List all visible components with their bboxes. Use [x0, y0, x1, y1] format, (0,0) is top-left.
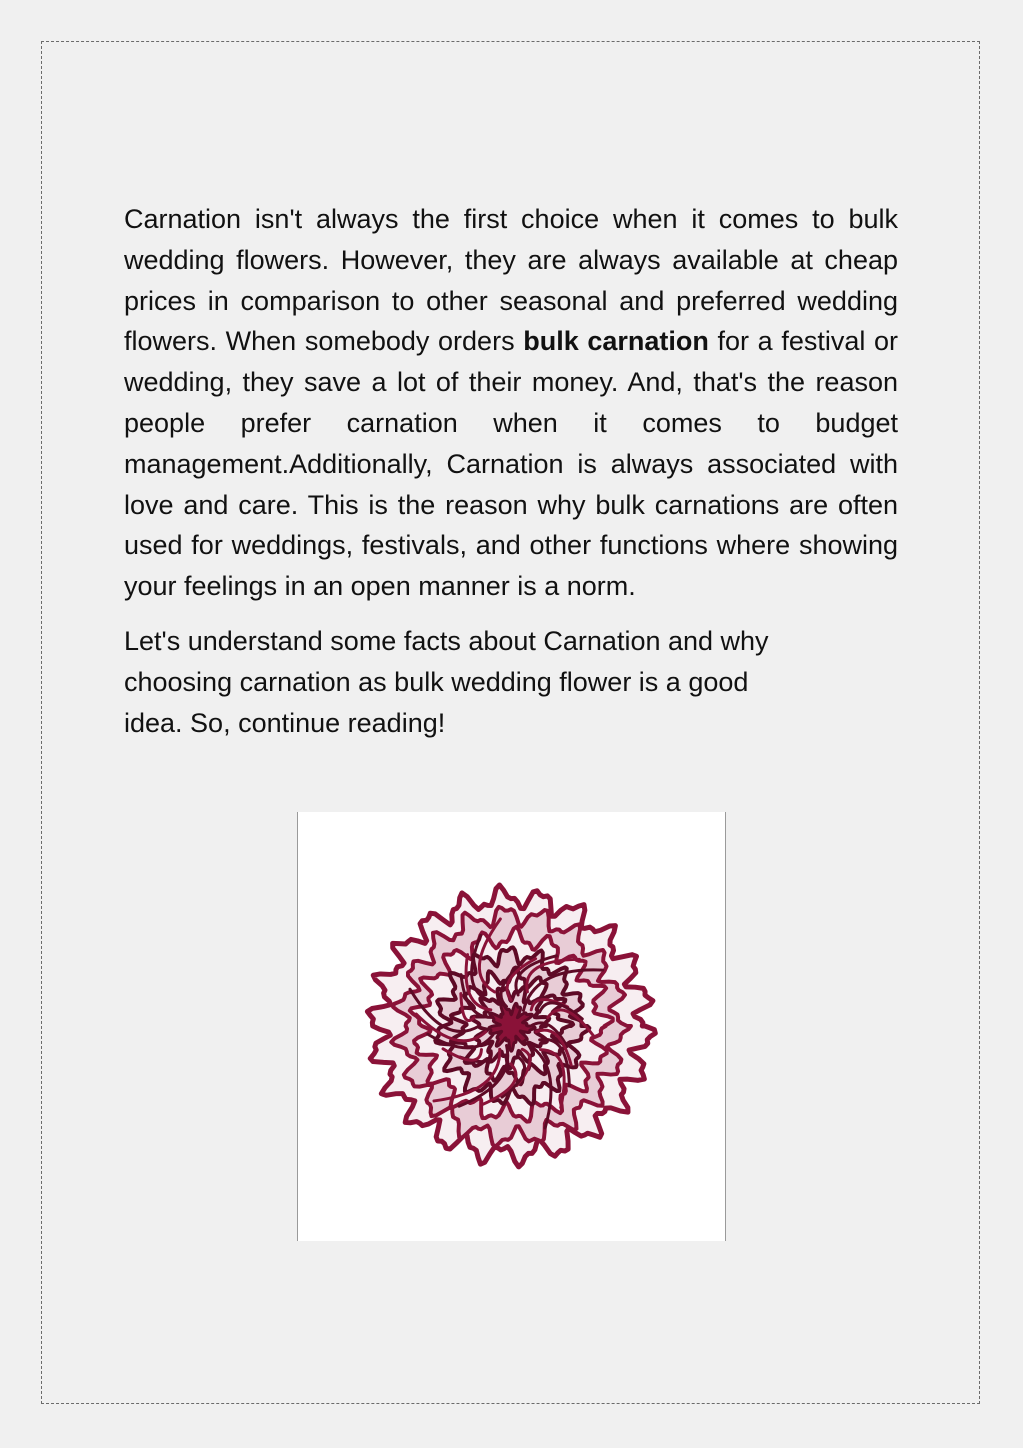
- bulk-carnation-keyword: bulk carnation: [523, 326, 709, 357]
- paragraph-intro-text-2: for a festival or wedding, they save a lot of their money. And, that's the reason people prefer carnation when it comes to budget management.Additionally, Carnation is always associated with love and care. This is the reason why bulk carnations are often used for weddings, festivals, and other functions where showing your feelings in an open manner is a norm.: [124, 326, 899, 602]
- paragraph-facts: Let's understand some facts about Carnation and why choosing carnation as bulk wedding flower is a good idea. So, continue reading!: [124, 625, 769, 738]
- carnation-image: [297, 812, 726, 1241]
- article-body: [124, 199, 898, 743]
- paragraph-intro-text-1: Carnation isn't always the first choice when it comes to bulk wedding flowers. However, they are always available at cheap prices in comparison to other seasonal and preferred wedding flowers. When somebody orders: [124, 204, 898, 357]
- carnation-flower-illustration: [298, 812, 725, 1241]
- paragraph-intro: [124, 199, 898, 607]
